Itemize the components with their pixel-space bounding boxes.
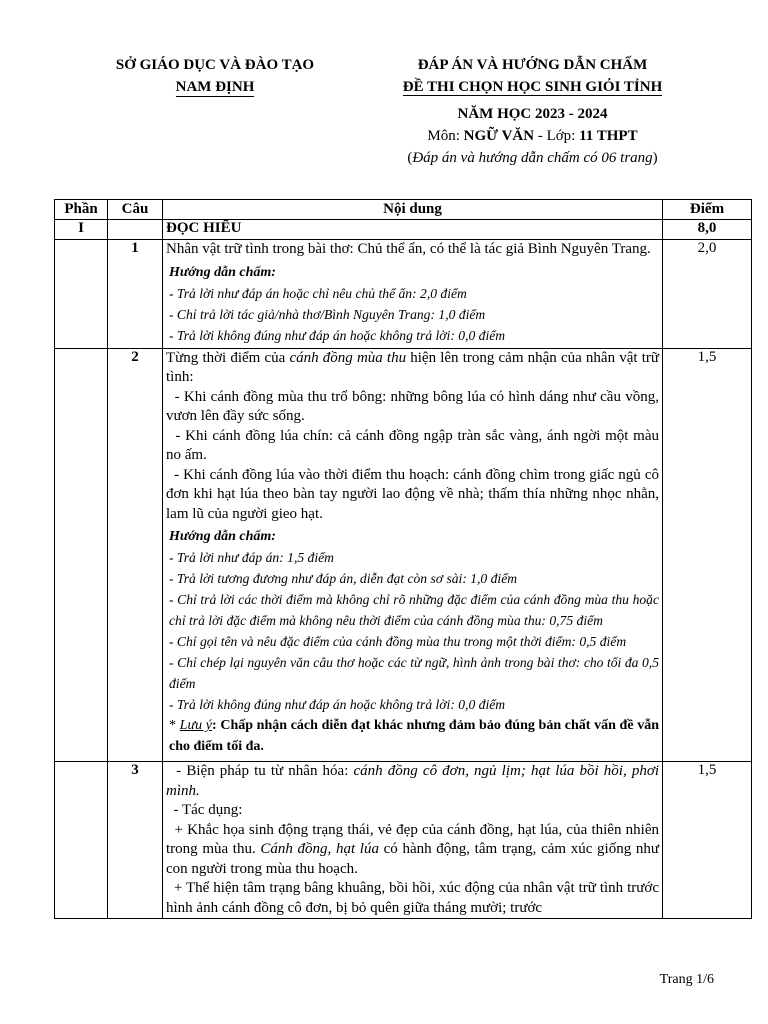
doc-title: ĐÁP ÁN VÀ HƯỚNG DẪN CHẤM: [417, 57, 648, 73]
table-row: [55, 240, 752, 349]
section-row: [55, 220, 752, 240]
question-number: 2: [108, 348, 163, 762]
department-name: SỞ GIÁO DỤC VÀ ĐÀO TẠO: [115, 57, 315, 73]
province-name: NAM ĐỊNH: [175, 79, 255, 95]
answer-line: - Biện pháp tu từ nhân hóa: cánh đồng cô đơn, ngủ lịm; hạt lúa bồi hồi, phơi mình.: [166, 763, 663, 799]
guide-item: - Chỉ trả lời các thời điểm mà không chỉ rõ những đặc điểm của cánh đồng mùa thu hoặc chỉ trả lời đặc điểm mà không nêu thời điểm của cánh đồng mùa thu: 0,75 điểm: [169, 592, 659, 628]
question-content: [163, 348, 663, 762]
answer-table: [54, 199, 752, 919]
answer-line: + Thể hiện tâm trạng bâng khuâng, bồi hồi, xúc động của nhân vật trữ tình trước hình ảnh cánh đồng cô đơn, bị bỏ quên giữa tháng mười; trước: [166, 880, 663, 916]
section-part: I: [55, 220, 108, 240]
subject-line: Môn: NGỮ VĂN - Lớp: 11 THPT: [427, 128, 638, 144]
header-right: [360, 54, 705, 169]
answer-line: + Khắc họa sinh động trạng thái, vẻ đẹp của cánh đồng, hạt lúa, của thiên nhiên trong mùa thu. Cánh đồng, hạt lúa có hành động, tâm trạng, cảm xúc giống như con người trong mùa thu hoạch.: [166, 821, 663, 877]
grading-guide: [166, 262, 659, 348]
answer-point: - Khi cánh đồng lúa vào thời điểm thu hoạch: cánh đồng chìm trong giấc ngủ cô đơn khi hạt lúa theo bàn tay người lao động về nhà; thấm thía những nhọc nhằn, lam lũ của người gieo hạt.: [166, 466, 663, 522]
exam-title: ĐỀ THI CHỌN HỌC SINH GIỎI TỈNH: [402, 79, 663, 95]
page-count-note: (Đáp án và hướng dẫn chấm có 06 trang): [407, 150, 658, 166]
guide-item: - Chỉ gọi tên và nêu đặc điểm của cánh đồng mùa thu trong một thời điểm: 0,5 điểm: [169, 634, 627, 649]
guide-title: Hướng dẫn chấm:: [169, 529, 276, 544]
guide-item: - Chỉ chép lại nguyên văn câu thơ hoặc các từ ngữ, hình ảnh trong bài thơ: cho tối đa 0,5 điểm: [169, 655, 659, 691]
table-row: [55, 762, 752, 919]
page-number: Trang 1/6: [659, 972, 714, 987]
question-score: 1,5: [663, 762, 752, 919]
col-header-part: Phần: [55, 200, 108, 220]
answer-text: Nhân vật trữ tình trong bài thơ: Chủ thể ẩn, có thể là tác giả Bình Nguyên Trang.: [166, 241, 651, 257]
question-content: [163, 240, 663, 349]
class: 11 THPT: [579, 128, 638, 144]
question-score: 1,5: [663, 348, 752, 762]
grading-guide: [166, 526, 659, 761]
question-number: 3: [108, 762, 163, 919]
subject: NGỮ VĂN: [463, 128, 535, 144]
guide-item: - Trả lời tương đương như đáp án, diễn đạt còn sơ sài: 1,0 điểm: [169, 571, 518, 586]
col-header-question: Câu: [108, 200, 163, 220]
col-header-score: Điểm: [663, 200, 752, 220]
school-year: NĂM HỌC 2023 - 2024: [457, 106, 608, 122]
note: * Lưu ý: Chấp nhận cách diễn đạt khác nhưng đảm bảo đúng bản chất vấn đề vẫn cho điểm tối đa.: [169, 718, 660, 754]
guide-item: - Trả lời như đáp án: 1,5 điểm: [169, 550, 334, 565]
col-header-content: Nội dung: [163, 200, 663, 220]
table-row: [55, 348, 752, 762]
guide-item: - Chỉ trả lời tác giả/nhà thơ/Bình Nguyên Trang: 1,0 điểm: [169, 306, 486, 322]
guide-item: - Trả lời như đáp án hoặc chỉ nêu chủ thể ẩn: 2,0 điểm: [169, 285, 467, 301]
header-left: [84, 54, 346, 98]
answer-point: - Khi cánh đồng mùa thu trổ bông: những bông lúa có hình dáng như cầu vồng, vươn lên đầy sức sống.: [166, 388, 663, 424]
answer-point: - Khi cánh đồng lúa chín: cả cánh đồng ngập tràn sắc vàng, ánh ngời một màu no ấm.: [166, 427, 663, 463]
guide-item: - Trả lời không đúng như đáp án hoặc không trả lời: 0,0 điểm: [169, 697, 506, 712]
guide-title: Hướng dẫn chấm:: [169, 264, 276, 280]
table-header-row: [55, 200, 752, 220]
section-title: ĐỌC HIỂU: [163, 220, 663, 240]
question-content: [163, 762, 663, 919]
guide-item: - Trả lời không đúng như đáp án hoặc không trả lời: 0,0 điểm: [169, 327, 506, 343]
answer-line: - Tác dụng:: [166, 802, 243, 818]
section-score: 8,0: [663, 220, 752, 240]
question-score: 2,0: [663, 240, 752, 349]
answer-intro: Từng thời điểm của cánh đồng mùa thu hiện lên trong cảm nhận của nhân vật trữ tình:: [166, 349, 659, 385]
question-number: 1: [108, 240, 163, 349]
